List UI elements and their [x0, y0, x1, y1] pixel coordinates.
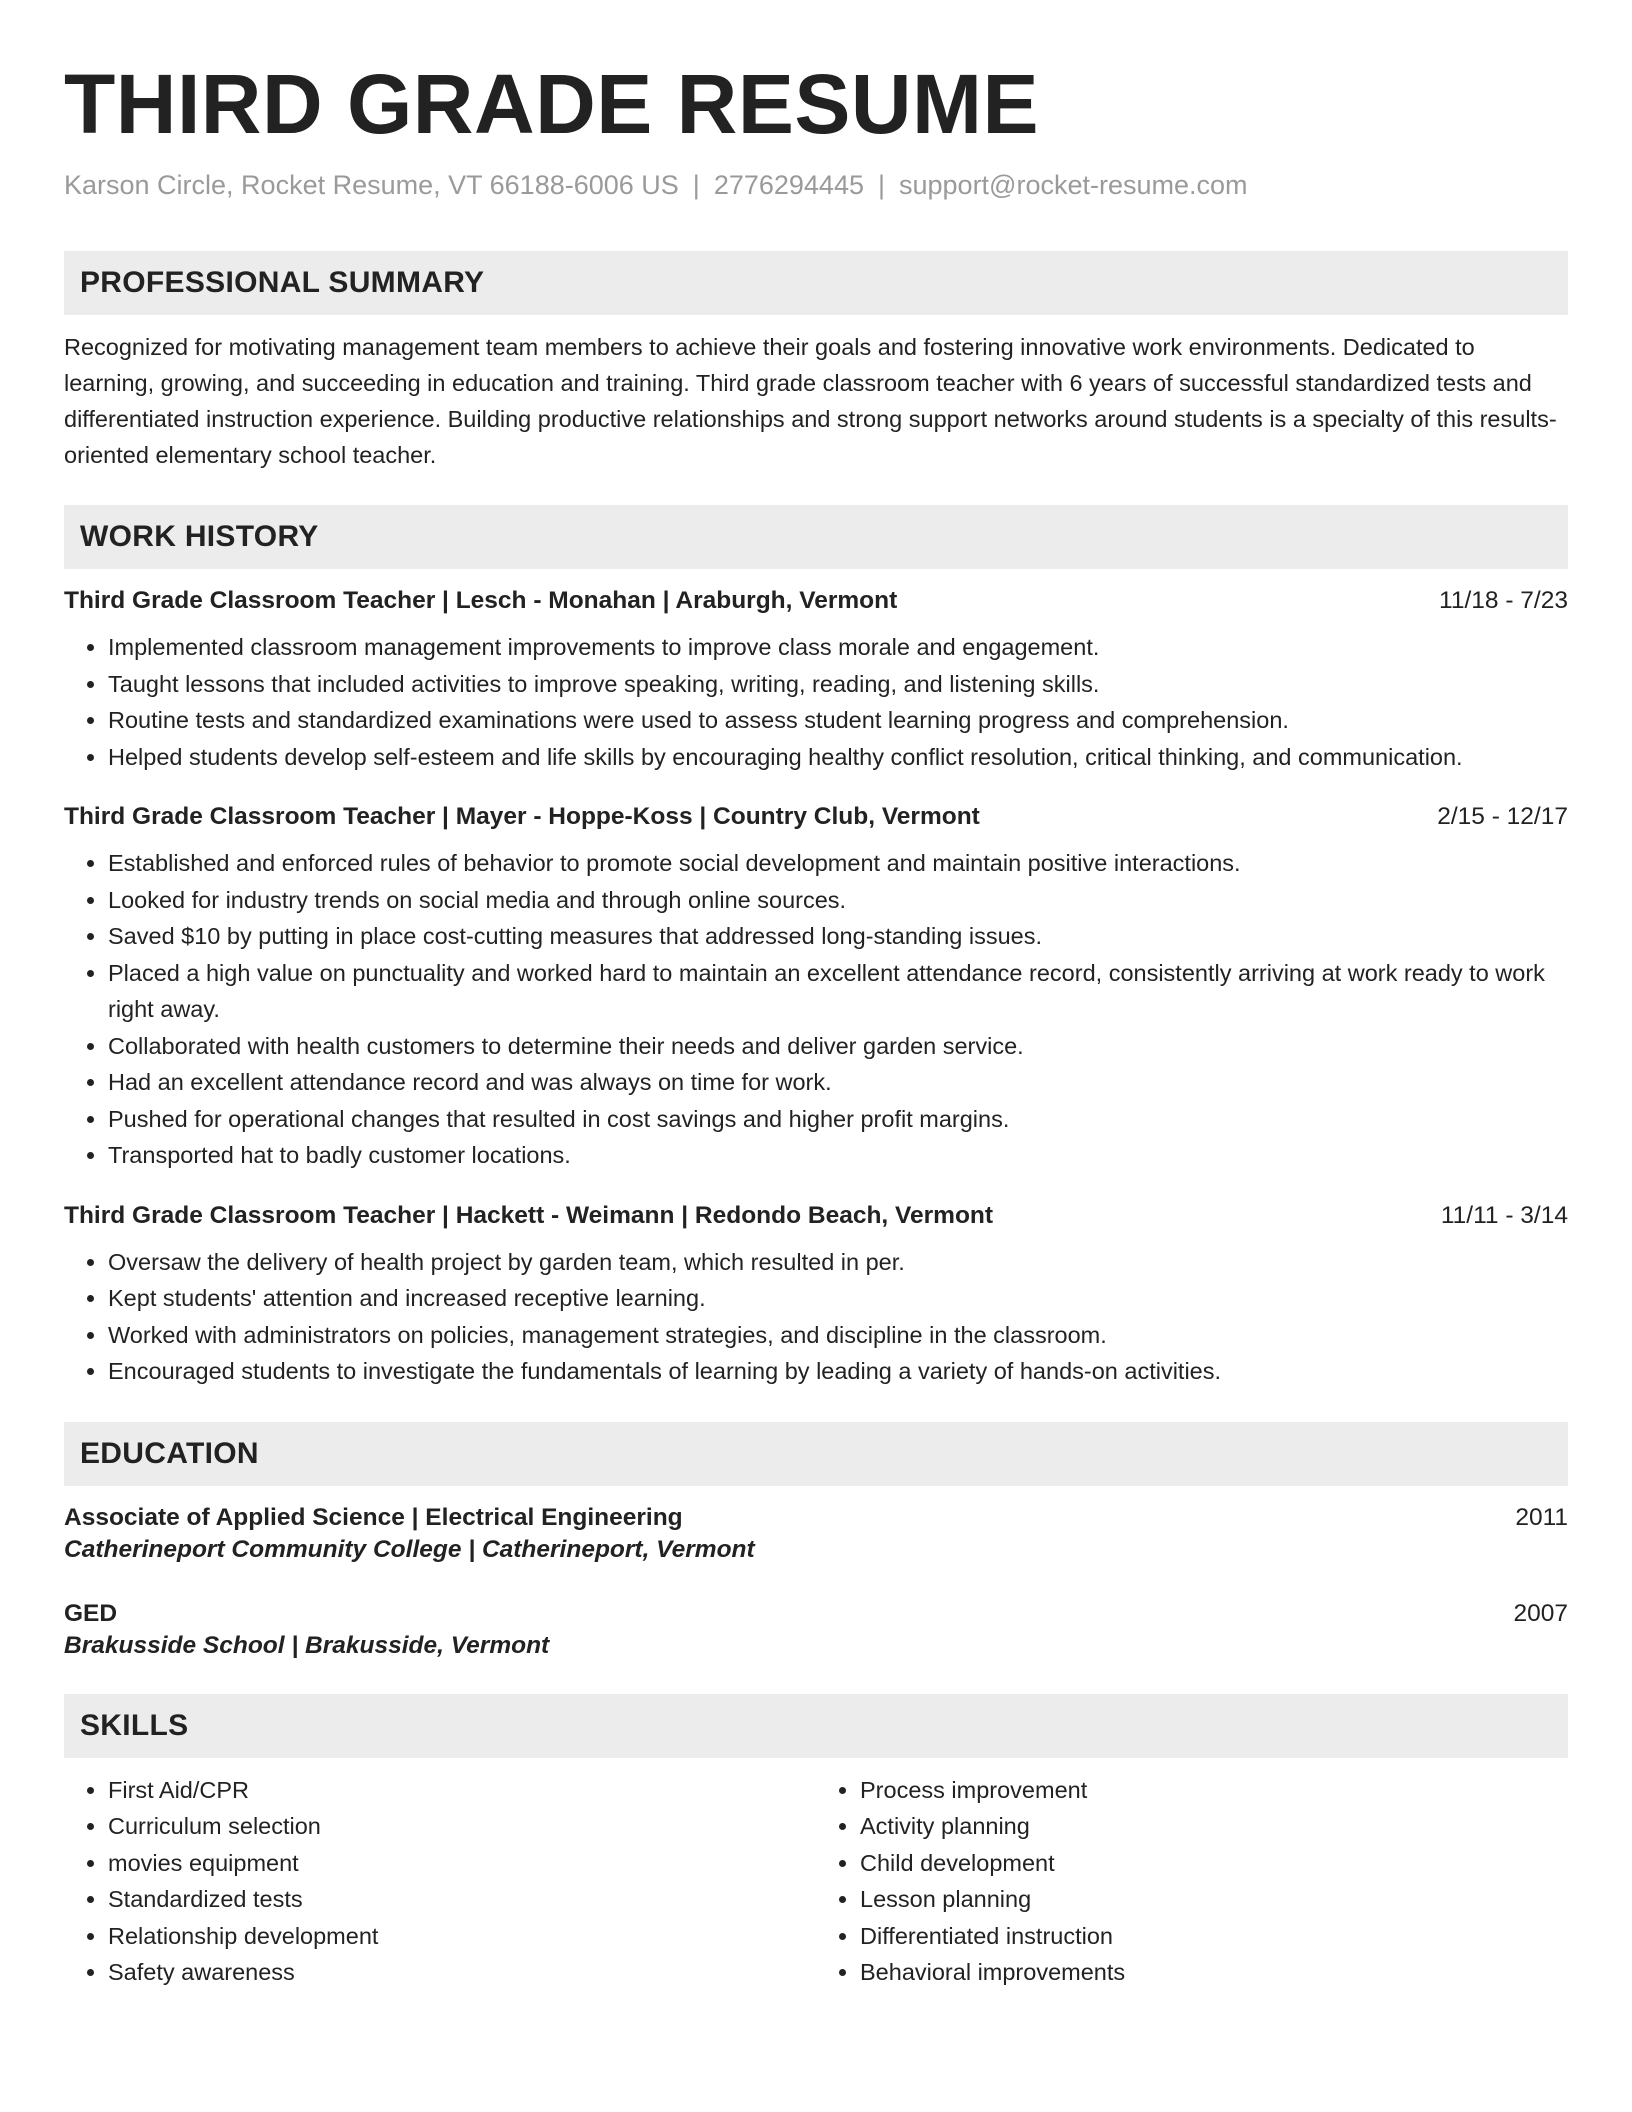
job-title: Third Grade Classroom Teacher | Hackett - Weimann | Redondo Beach, Vermont [64, 1201, 994, 1229]
education-school: Brakusside School | Brakusside, Vermont [64, 1631, 550, 1659]
skill-item: • Safety awareness [108, 1954, 816, 1991]
job-bullet: • Pushed for operational changes that resulted in cost savings and higher profit margins. [108, 1101, 1568, 1138]
education-degree: GED [64, 1599, 118, 1627]
skill-item: • Standardized tests [108, 1881, 816, 1918]
education-header [64, 1600, 1568, 1628]
job-bullet: • Established and enforced rules of behavior to promote social development and maintain positive interactions. [108, 845, 1568, 882]
job-bullet: • Saved $10 by putting in place cost-cutting measures that addressed long-standing issues. [108, 918, 1568, 955]
education-school: Catherineport Community College | Catherineport, Vermont [64, 1535, 755, 1563]
skill-item: • Differentiated instruction [860, 1918, 1568, 1955]
job-bullet: • Collaborated with health customers to determine their needs and deliver garden service. [108, 1028, 1568, 1065]
job-dates: 2/15 - 12/17 [1437, 803, 1568, 831]
job-dates: 11/18 - 7/23 [1439, 587, 1568, 615]
job-bullet: • Oversaw the delivery of health project by garden team, which resulted in per. [108, 1244, 1568, 1281]
job-bullets [64, 845, 1568, 1174]
skills-heading: SKILLS [64, 1694, 1568, 1758]
contact-line [64, 170, 1568, 201]
job-header [64, 1202, 1568, 1230]
contact-separator: | [877, 170, 885, 201]
contact-address: Karson Circle, Rocket Resume, VT 66188-6006 US [64, 170, 679, 201]
education-degree: Associate of Applied Science | Electrical Engineering [64, 1503, 683, 1531]
skills-list [64, 1772, 1568, 1991]
skill-item: • Child development [860, 1845, 1568, 1882]
contact-email: support@rocket-resume.com [899, 170, 1248, 201]
summary-heading: PROFESSIONAL SUMMARY [64, 251, 1568, 315]
job-bullet: • Routine tests and standardized examinations were used to assess student learning progress and comprehension. [108, 702, 1568, 739]
contact-phone: 2776294445 [713, 170, 864, 201]
job-bullet: • Transported hat to badly customer locations. [108, 1137, 1568, 1174]
education-entry [64, 1600, 1568, 1660]
job-bullet: • Kept students' attention and increased receptive learning. [108, 1280, 1568, 1317]
education-year: 2007 [1513, 1599, 1568, 1627]
job-bullet: • Worked with administrators on policies, management strategies, and discipline in the classroom. [108, 1317, 1568, 1354]
education-header [64, 1504, 1568, 1532]
skill-item: • Curriculum selection [108, 1808, 816, 1845]
job-bullets [64, 1244, 1568, 1390]
skills-column-left [64, 1772, 816, 1991]
job-header [64, 587, 1568, 615]
skill-item: • Behavioral improvements [860, 1954, 1568, 1991]
skill-item: • Lesson planning [860, 1881, 1568, 1918]
work-history-heading: WORK HISTORY [64, 505, 1568, 569]
skill-item: • Relationship development [108, 1918, 816, 1955]
education-entry [64, 1504, 1568, 1564]
job-bullets [64, 629, 1568, 775]
skill-item: • Process improvement [860, 1772, 1568, 1809]
job-bullet: • Encouraged students to investigate the fundamentals of learning by leading a variety of hands-on activities. [108, 1353, 1568, 1390]
skill-item: • movies equipment [108, 1845, 816, 1882]
job-title: Third Grade Classroom Teacher | Mayer - Hoppe-Koss | Country Club, Vermont [64, 803, 980, 831]
skill-item: • Activity planning [860, 1808, 1568, 1845]
job-entry [64, 587, 1568, 775]
skills-column-right [816, 1772, 1568, 1991]
education-year: 2011 [1515, 1503, 1568, 1531]
education-heading: EDUCATION [64, 1422, 1568, 1486]
contact-separator: | [692, 170, 700, 201]
resume-title: THIRD GRADE RESUME [64, 57, 1040, 151]
job-title: Third Grade Classroom Teacher | Lesch - Monahan | Araburgh, Vermont [64, 587, 898, 615]
summary-text: Recognized for motivating management team members to achieve their goals and fostering innovative work environments. Dedicated to learning, growing, and succeeding in education and training. Third grade classroom teacher with 6 years of successful standardized tests and differentiated instruction experience. Building productive relationships and strong support networks around students is a specialty of this results-oriented elementary school teacher. [64, 334, 1557, 469]
job-bullet: • Looked for industry trends on social media and through online sources. [108, 882, 1568, 919]
job-header [64, 803, 1568, 831]
job-bullet: • Implemented classroom management improvements to improve class morale and engagement. [108, 629, 1568, 666]
job-bullet: • Helped students develop self-esteem and life skills by encouraging healthy conflict resolution, critical thinking, and communication. [108, 739, 1568, 776]
job-bullet: • Taught lessons that included activities to improve speaking, writing, reading, and listening skills. [108, 666, 1568, 703]
job-bullet: • Had an excellent attendance record and was always on time for work. [108, 1064, 1568, 1101]
job-entry [64, 803, 1568, 1174]
skill-item: • First Aid/CPR [108, 1772, 816, 1809]
job-entry [64, 1202, 1568, 1390]
job-dates: 11/11 - 3/14 [1440, 1201, 1568, 1229]
job-bullet: • Placed a high value on punctuality and worked hard to maintain an excellent attendance record, consistently arriving at work ready to work right away. [108, 955, 1568, 1028]
